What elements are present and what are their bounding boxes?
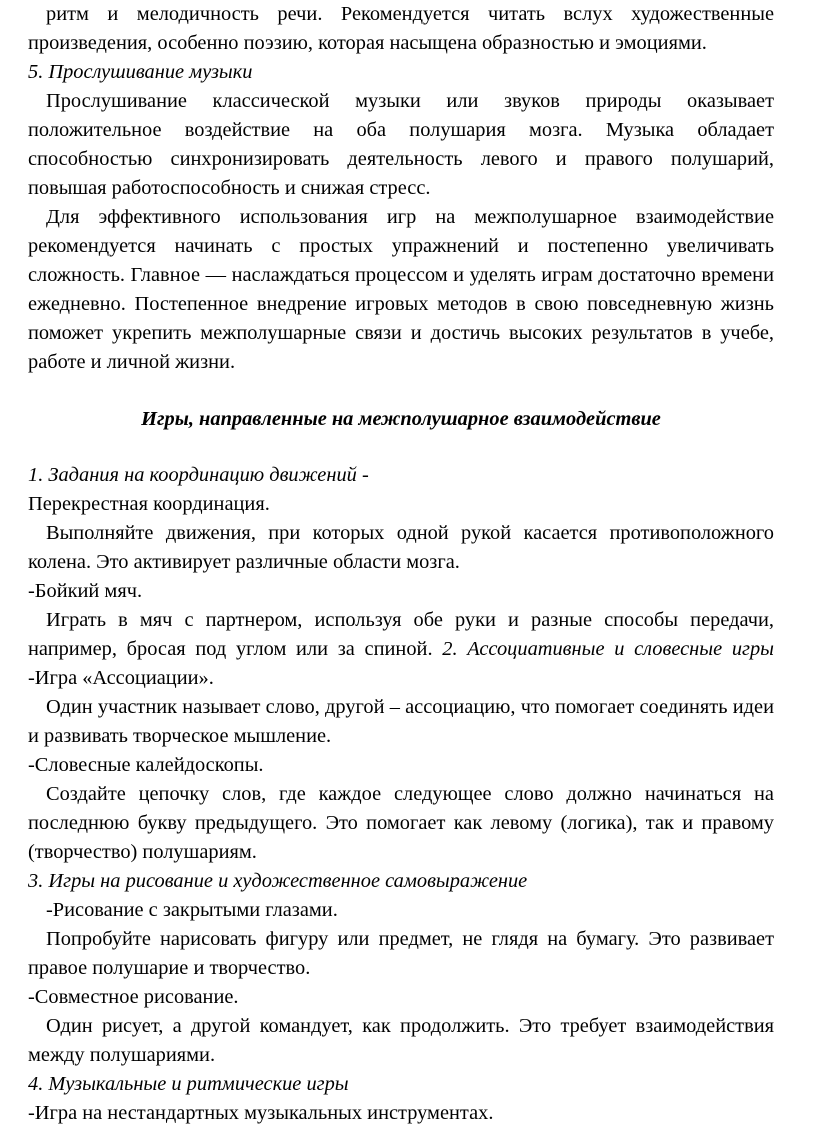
- item-text: Создайте цепочку слов, где каждое следующее слово должно начинаться на последнюю букву предыдущего. Это помогает как левому (логика), так и правому (творчество) полушариям.: [28, 783, 774, 863]
- subheading-coordination: [28, 461, 774, 490]
- subheading-dash: -: [356, 464, 369, 486]
- item-title: -Бойкий мяч.: [28, 580, 143, 602]
- paragraph-line: произведения, особенно поэзию, которая насыщена образностью и эмоциями.: [28, 32, 707, 54]
- paragraph-effective-use: Для эффективного использования игр на межполушарное взаимодействие рекомендуется начинать с простых упражнений и постепенно увеличивать сложность. Главное — наслаждаться процессом и уделять играм достаточно времени ежедневно. Постепенное внедрение игровых методов в свою повседневную жизнь поможет укрепить межполушарные связи и достичь высоких результатов в учебе, работе и личной жизни.: [28, 206, 774, 373]
- spacer: [28, 377, 774, 405]
- document-page: [28, 0, 774, 1128]
- item-text: [28, 606, 774, 693]
- item-text: Один участник называет слово, другой – ассоциацию, что помогает соединять идеи и развивать творческое мышление.: [28, 696, 774, 747]
- item-title: -Игра на нестандартных музыкальных инструментах.: [28, 1102, 494, 1124]
- subheading-drawing: 3. Игры на рисование и художественное самовыражение: [28, 870, 528, 892]
- subheading-text: 1. Задания на координацию движений: [28, 464, 357, 486]
- subheading-music-games: 4. Музыкальные и ритмические игры: [28, 1073, 349, 1095]
- item-title: Перекрестная координация.: [28, 493, 270, 515]
- paragraph-line: ритм и мелодичность речи. Рекомендуется читать вслух художественные: [46, 3, 774, 25]
- item-text: Выполняйте движения, при которых одной рукой касается противоположного колена. Это активирует различные области мозга.: [28, 522, 774, 573]
- spacer: [28, 434, 774, 461]
- item-title: -Словесные калейдоскопы.: [28, 754, 264, 776]
- item-text: Один рисует, а другой командует, как продолжить. Это требует взаимодействия между полушариями.: [28, 1015, 774, 1066]
- paragraph-music: Прослушивание классической музыки или звуков природы оказывает положительное воздействие на оба полушария мозга. Музыка обладает способностью синхронизировать деятельность левого и правого полушарий, повышая работоспособность и снижая стресс.: [28, 90, 774, 199]
- item-text: Попробуйте нарисовать фигуру или предмет, не глядя на бумагу. Это развивает правое полушарие и творчество.: [28, 928, 774, 979]
- subheading-associative: 2. Ассоциативные и словесные игры: [442, 638, 774, 660]
- item-title: -Рисование с закрытыми глазами.: [46, 899, 338, 921]
- subheading-music: 5. Прослушивание музыки: [28, 61, 253, 83]
- item-title: -Совместное рисование.: [28, 986, 239, 1008]
- section-title: Игры, направленные на межполушарное взаимодействие: [141, 408, 661, 430]
- item-title-inline: -Игра «Ассоциации».: [28, 667, 214, 689]
- item-text-body: Играть в мяч с партнером, используя обе руки и разные способы передачи, например, бросая под углом или за спиной.: [28, 609, 774, 660]
